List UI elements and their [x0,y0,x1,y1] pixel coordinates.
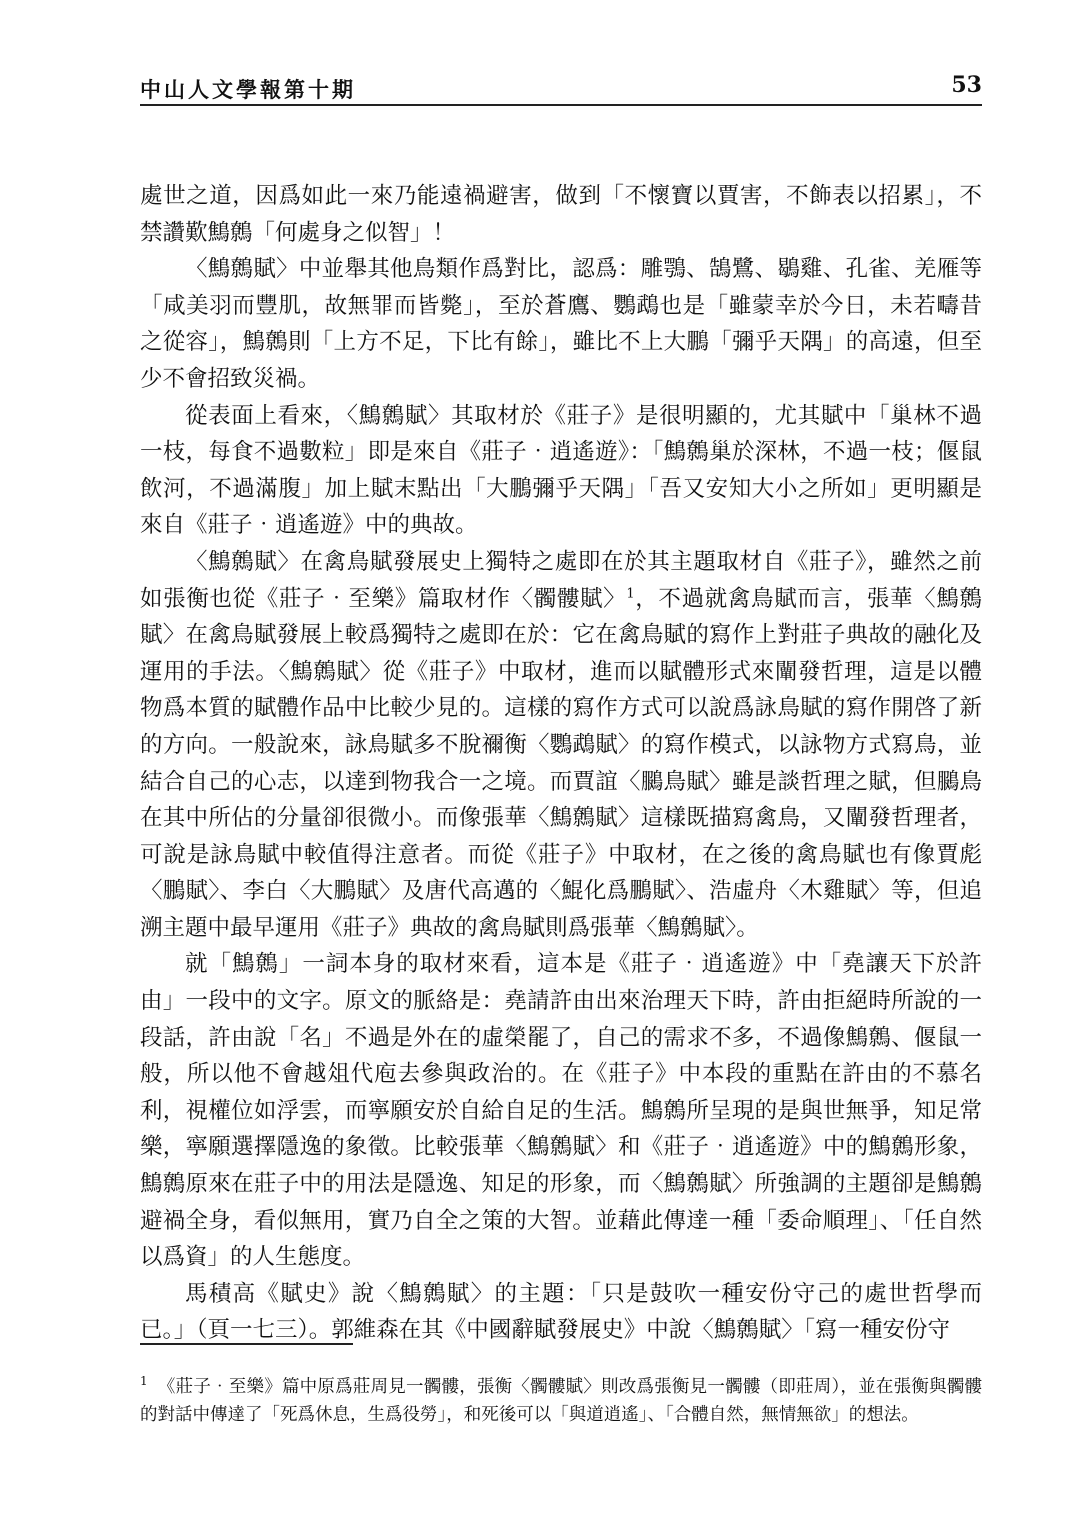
paragraph: 就「鷦鷯」一詞本身的取材來看，這本是《莊子‧逍遙遊》中「堯讓天下於許由」一段中的文字。原文的脈絡是：堯請許由出來治理天下時，許由拒絕時所說的一段話，許由說「名」不過是外在的虛榮罷了，自己的需求不多，不過像鷦鷯、偃鼠一般，所以他不會越俎代庖去參與政治的。在《莊子》中本段的重點在許由的不慕名利，視權位如浮雲，而寧願安於自給自足的生活。鷦鷯所呈現的是與世無爭，知足常樂，寧願選擇隱逸的象徵。比較張華〈鷦鷯賦〉和《莊子‧逍遙遊》中的鷦鷯形象，鷦鷯原來在莊子中的用法是隱逸、知足的形象，而〈鷦鷯賦〉所強調的主題卻是鷦鷯避禍全身，看似無用，實乃自全之策的大智。並藉此傳達一種「委命順理」、「任自然以爲資」的人生態度。 [140,951,982,1271]
paragraph [140,544,982,947]
footnote-divider [140,1343,353,1345]
paragraph: 從表面上看來，〈鷦鷯賦〉其取材於《莊子》是很明顯的，尤其賦中「巢林不過一枝，每食不過數粒」即是來自《莊子‧逍遙遊》：「鷦鷯巢於深林，不過一枝；偃鼠飲河，不過滿腹」加上賦末點出「大鵬彌乎天隅」「吾又安知大小之所如」更明顯是來自《莊子‧逍遙遊》中的典故。 [140,402,982,539]
footnote-text: 《莊子‧至樂》篇中原爲莊周見一髑髏，張衡〈髑髏賦〉則改爲張衡見一髑髏（即莊周），並在張衡與髑髏的對話中傳達了「死爲休息，生爲役勞」，和死後可以「與道逍遙」、「合體自然，無情無欲」的想法。 [140,1377,982,1425]
page-number: 53 [951,72,982,98]
paragraph: 〈鷦鷯賦〉中並舉其他鳥類作爲對比，認爲：雕鶚、鵠鷺、鶡雞、孔雀、羌雁等「咸美羽而豐肌，故無罪而皆斃」，至於蒼鷹、鸚鵡也是「雖蒙幸於今日，未若疇昔之從容」，鷦鷯則「上方不足，下比有餘」，雖比不上大鵬「彌乎天隅」的高遠，但至少不會招致災禍。 [140,256,982,392]
paragraph: 馬積高《賦史》說〈鷦鷯賦〉的主題：「只是鼓吹一種安份守己的處世哲學而已。」（頁一七三）。郭維森在其《中國辭賦發展史》中說〈鷦鷯賦〉「寫一種安份守 [140,1280,982,1344]
main-text [140,178,982,1349]
paragraph-text: 〈鷦鷯賦〉在禽鳥賦發展史上獨特之處即在於其主題取材自《莊子》，雖然之前如張衡也從《莊子‧至樂》篇取材作〈髑髏賦〉 [140,548,982,612]
footnote-reference[interactable]: 1 [626,586,635,602]
footnote [140,1373,982,1429]
running-header [140,70,982,106]
footnote-marker: 1 [140,1374,148,1389]
paragraph-text: ，不過就禽鳥賦而言，張華〈鷦鷯賦〉在禽鳥賦發展上較爲獨特之處即在於：它在禽鳥賦的寫作上對莊子典故的融化及運用的手法。〈鷦鷯賦〉從《莊子》中取材，進而以賦體形式來闡發哲理，這是以體物爲本質的賦體作品中比較少見的。這樣的寫作方式可以說爲詠鳥賦的寫作開啓了新的方向。一般說來，詠鳥賦多不脫禰衡〈鸚鵡賦〉的寫作模式，以詠物方式寫鳥，並結合自己的心志，以達到物我合一之境。而賈誼〈鵩鳥賦〉雖是談哲理之賦，但鵩鳥在其中所佔的分量卻很微小。而像張華〈鷦鷯賦〉這樣既描寫禽鳥，又闡發哲理者，可說是詠鳥賦中較值得注意者。而從《莊子》中取材，在之後的禽鳥賦也有像賈彪〈鵬賦〉、李白〈大鵬賦〉及唐代高邁的〈鯤化爲鵬賦〉、浩虛舟〈木雞賦〉等，但追溯主題中最早運用《莊子》典故的禽鳥賦則爲張華〈鷦鷯賦〉。 [140,585,982,941]
journal-title: 中山人文學報第十期 [140,77,356,102]
paragraph: 處世之道，因爲如此一來乃能遠禍避害，做到「不懷寶以賈害，不飾表以招累」，不禁讚歎鷦鷯「何處身之似智」！ [140,183,982,246]
